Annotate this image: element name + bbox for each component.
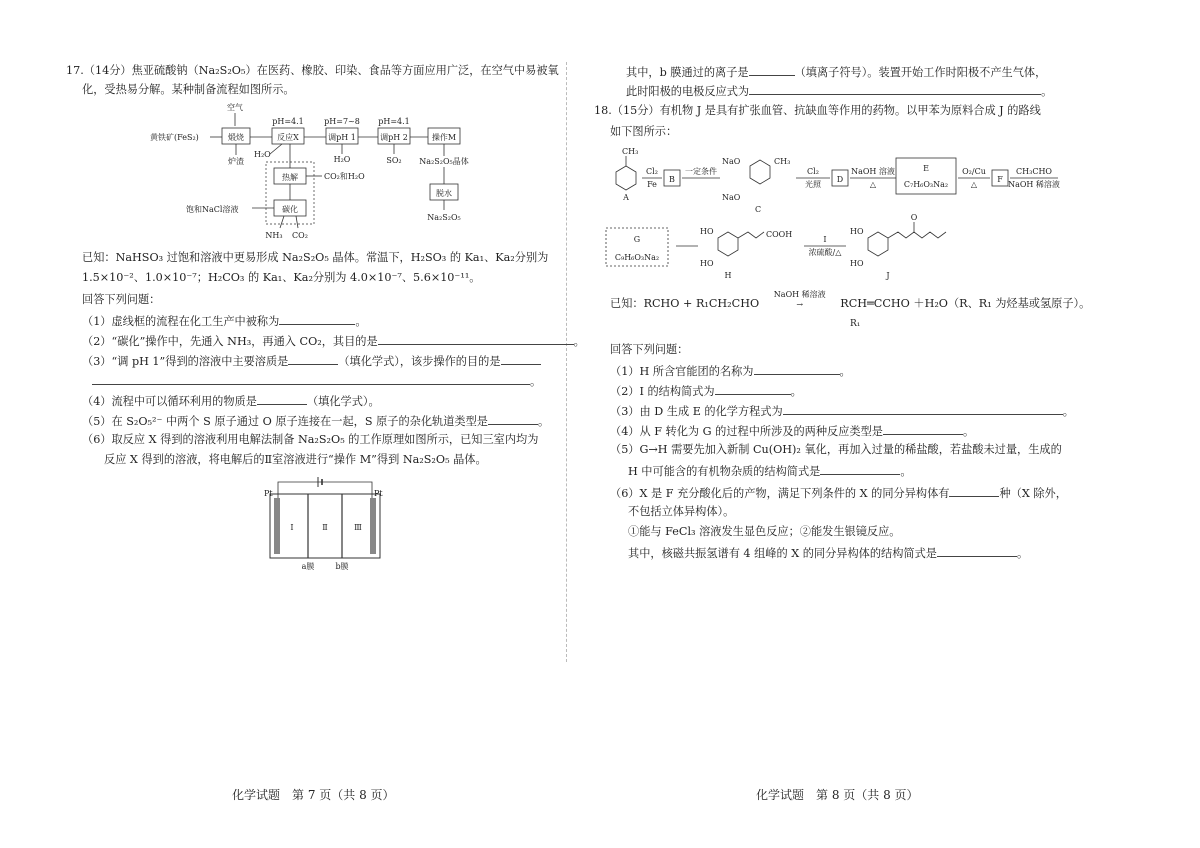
q17-p3b-text: （填化学式），该步操作的目的是 xyxy=(338,355,501,368)
q17-p6b: 反应 X 得到的溶液，将电解后的Ⅱ室溶液进行“操作 M”得到 Na₂S₂O₅ 晶体。 xyxy=(104,453,487,466)
flow-h2o-in: H₂O xyxy=(254,150,271,159)
pt-electrode-left xyxy=(274,498,280,554)
j-ring xyxy=(868,232,888,256)
route-ho1: HO xyxy=(700,227,714,236)
production-flowchart xyxy=(150,100,480,250)
q18-p6a xyxy=(610,484,1067,502)
cell-room2: Ⅱ xyxy=(322,523,328,532)
c-ring xyxy=(750,160,770,184)
route-j: J xyxy=(886,271,890,280)
h-ring xyxy=(718,232,738,256)
flow-crystal: Na₂S₂O₅晶体 xyxy=(419,157,469,166)
route-ch3cho: CH₃CHO xyxy=(1016,167,1052,176)
q17-p6a: （6）取反应 X 得到的溶液利用电解法制备 Na₂S₂O₅ 的工作原理如图所示，已知三室内均为 xyxy=(82,433,539,446)
route-h: H xyxy=(724,271,732,280)
route-f: F xyxy=(997,175,1003,184)
flow-nh3: NH₃ xyxy=(265,231,283,240)
q18-p6-blank1[interactable] xyxy=(949,484,999,497)
flow-pyro: 热解 xyxy=(282,173,298,182)
q17-p3-blank2[interactable] xyxy=(501,352,541,365)
cell-room3: Ⅲ xyxy=(354,523,362,532)
flow-carb: 碳化 xyxy=(282,205,298,214)
synthesis-route-diagram xyxy=(600,142,1070,282)
q18-p1: （1）H 所含官能团的名称为 。 xyxy=(610,362,851,380)
q18-p6d-text: 其中，核磁共振氢谱有 4 组峰的 X 的同分异构体的结构简式是 xyxy=(628,547,937,560)
q17-p2-blank[interactable] xyxy=(378,332,574,345)
flow-air: 空气 xyxy=(227,103,243,112)
page-7 xyxy=(0,0,585,848)
q17-p3-cont: 。 xyxy=(92,372,541,390)
q17-p1-text: （1）虚线框的流程在化工生产中被称为 xyxy=(82,315,280,328)
q17-p4-text: （4）流程中可以循环利用的物质是 xyxy=(82,395,257,408)
flow-react-x: 反应X xyxy=(277,133,299,142)
route-cooh: COOH xyxy=(766,230,793,239)
flow-so2: SO₂ xyxy=(386,156,402,165)
q17-cont-l2: 此时阳极的电极反应式为 。 xyxy=(626,82,1052,100)
q17-p5-text: （5）在 S₂O₅²⁻ 中两个 S 原子通过 O 原子连接在一起，S 原子的杂化轨道类型是 xyxy=(82,415,488,428)
q18-known-text: 已知：RCHO + R₁CH₂CHO xyxy=(610,297,760,310)
q17-p3-text: （3）“调 pH 1”得到的溶液中主要溶质是 xyxy=(82,355,289,368)
toluene-ring xyxy=(616,166,636,190)
route-ch3: CH₃ xyxy=(774,157,791,166)
q18-answer-prompt: 回答下列问题： xyxy=(610,343,689,356)
q18-p5-blank[interactable] xyxy=(820,462,900,475)
electrolysis-cell-diagram xyxy=(262,476,392,576)
route-a: A xyxy=(623,193,629,202)
q17-cont-blank2[interactable] xyxy=(749,82,1041,95)
q18-p2-text: （2）I 的结构简式为 xyxy=(610,385,715,398)
route-ho2: HO xyxy=(700,259,714,268)
q17-known2: 1.5×10⁻²、1.0×10⁻⁷；H₂CO₃ 的 Ka₁、Ka₂分别为 4.0×10⁻⁷、5.6×10⁻¹¹。 xyxy=(82,271,481,284)
flow-ore: 黄铁矿(FeS₂) xyxy=(150,133,199,142)
route-b: B xyxy=(669,175,675,184)
q18-p6-blank2[interactable] xyxy=(937,544,1017,557)
q18-p4: （4）从 F 转化为 G 的过程中所涉及的两种反应类型是 。 xyxy=(610,422,974,440)
route-cl2b: Cl₂ xyxy=(807,167,819,176)
flow-ph2: pH=7~8 xyxy=(324,117,360,126)
q17-p1: （1）虚线框的流程在化工生产中被称为 。 xyxy=(82,312,367,330)
q17-p3-blank1[interactable] xyxy=(288,352,338,365)
q17-p1-blank[interactable] xyxy=(279,312,355,325)
q17-p5-blank[interactable] xyxy=(488,412,538,425)
route-cond: 一定条件 xyxy=(685,167,717,176)
q18-p3-blank[interactable] xyxy=(783,402,1063,415)
q17-p5: （5）在 S₂O₅²⁻ 中两个 S 原子通过 O 原子连接在一起，S 原子的杂化轨道类型是 。 xyxy=(82,412,549,430)
route-d: D xyxy=(836,175,844,184)
q17-cont-l1b-text: （填离子符号）。装置开始工作时阳极不产生气体， xyxy=(794,66,1047,79)
q17-header-cont: 化，受热易分解。某种制备流程如图所示。 xyxy=(82,83,295,96)
q18-p4-text: （4）从 F 转化为 G 的过程中所涉及的两种反应类型是 xyxy=(610,425,883,438)
pt-electrode-right xyxy=(370,498,376,554)
q17-p2-text: （2）“碳化”操作中，先通入 NH₃，再通入 CO₂，其目的是 xyxy=(82,335,378,348)
route-c: C xyxy=(754,205,762,214)
q17-p4b-text: （填化学式）。 xyxy=(306,395,380,408)
cell-room1: Ⅰ xyxy=(290,523,294,532)
q18-p2: （2）I 的结构简式为 。 xyxy=(610,382,802,400)
q18-p2-blank[interactable] xyxy=(715,382,791,395)
page8-footer: 化学试题 第 8 页（共 8 页） xyxy=(756,788,919,802)
q18-p6b: 不包括立体异构体）。 xyxy=(628,505,735,518)
route-fe: Fe xyxy=(647,180,657,189)
route-ch3-top: CH₃ xyxy=(622,147,639,156)
route-ho4: HO xyxy=(850,259,864,268)
q17-cont-blank1[interactable] xyxy=(749,63,795,76)
route-acid: 浓硫酸/△ xyxy=(808,248,842,257)
q17-p3 xyxy=(82,352,541,370)
page-8 xyxy=(590,0,1200,848)
q18-p3-text: （3）由 D 生成 E 的化学方程式为 xyxy=(610,405,783,418)
q18-header: 18.（15分）有机物 J 是具有扩张血管、抗缺血等作用的药物。以甲苯为原料合成 J 的路线 xyxy=(594,104,1041,117)
route-e: E xyxy=(923,164,929,173)
cell-pt-right: Pt xyxy=(374,489,383,498)
q17-p4-blank[interactable] xyxy=(257,392,307,405)
q18-p5a: （5）G→H 需要先加入新制 Cu(OH)₂ 氧化，再加入过量的稀盐酸，若盐酸未过量，生成的 xyxy=(610,443,1062,456)
route-g-formula: C₉H₆O₃Na₂ xyxy=(614,253,660,262)
q18-p3: （3）由 D 生成 E 的化学方程式为 。 xyxy=(610,402,1074,420)
flow-dehyd: 脱水 xyxy=(436,189,452,198)
q17-answer-prompt: 回答下列问题： xyxy=(82,293,161,306)
page7-footer: 化学试题 第 7 页（共 8 页） xyxy=(232,788,395,802)
q17-header: 17.（14分）焦亚硫酸钠（Na₂S₂O₅）在医药、橡胶、印染、食品等方面应用广泛，在空气中易被氧 xyxy=(66,64,559,77)
route-g: G xyxy=(633,235,641,244)
q18-p4-blank[interactable] xyxy=(883,422,963,435)
q17-p2: （2）“碳化”操作中，先通入 NH₃，再通入 CO₂，其目的是 。 xyxy=(82,332,585,350)
route-light: 光照 xyxy=(805,180,821,189)
route-o: O xyxy=(910,213,918,222)
q17-cont-l2-text: 此时阳极的电极反应式为 xyxy=(626,85,750,98)
q18-p5b-text: H 中可能含的有机物杂质的结构简式是 xyxy=(628,465,821,478)
flow-co2-h2o: CO₂和H₂O xyxy=(324,172,365,181)
route-nao1: NaO xyxy=(722,157,741,166)
q18-p1-text: （1）H 所含官能团的名称为 xyxy=(610,365,754,378)
q18-p1-blank[interactable] xyxy=(754,362,840,375)
flow-op-m: 操作M xyxy=(431,133,457,142)
route-delta1: △ xyxy=(869,180,877,189)
flow-product: Na₂S₂O₅ xyxy=(427,213,461,222)
route-e-formula: C₇H₆O₃Na₂ xyxy=(903,180,949,189)
route-delta2: △ xyxy=(970,180,978,189)
route-nao2: NaO xyxy=(722,193,741,202)
flow-adj1: 调pH 1 xyxy=(328,133,356,142)
cell-mem-a: a膜 xyxy=(301,562,315,571)
q18-p6a-text: （6）X 是 F 充分酸化后的产物，满足下列条件的 X 的同分异构体有 xyxy=(610,487,950,500)
q18-p6c: ①能与 FeCl₃ 溶液发生显色反应；②能发生银镜反应。 xyxy=(628,525,901,538)
route-naoh1: NaOH 溶液 xyxy=(851,167,895,176)
flow-co2: CO₂ xyxy=(292,231,308,240)
q17-known1: 已知：NaHSO₃ 过饱和溶液中更易形成 Na₂S₂O₅ 晶体。常温下，H₂SO₃ 的 Ka₁、Ka₂分别为 xyxy=(82,251,549,264)
flow-roast: 煅烧 xyxy=(228,133,244,142)
flow-h2o-out: H₂O xyxy=(333,155,351,164)
route-i: I xyxy=(823,235,827,244)
flow-adj2: 调pH 2 xyxy=(380,133,408,142)
q18-header-cont: 如下图所示： xyxy=(610,125,678,138)
q18-known-arrow: NaOH 稀溶液 → xyxy=(763,297,837,313)
q18-known-cond: NaOH 稀溶液 xyxy=(773,290,826,299)
route-cl2: Cl₂ xyxy=(646,167,658,176)
flow-brine: 饱和NaCl溶液 xyxy=(186,205,239,214)
route-naoh2: NaOH 稀溶液 xyxy=(1008,180,1060,189)
flow-ph1: pH=4.1 xyxy=(272,117,304,126)
q18-known xyxy=(610,290,1091,313)
flow-slag: 炉渣 xyxy=(228,157,244,166)
flow-ph3: pH=4.1 xyxy=(378,117,410,126)
q17-p4 xyxy=(82,392,380,410)
q18-p6a2-text: 种（X 除外， xyxy=(999,487,1067,500)
cell-pt-left: Pt xyxy=(264,489,273,498)
q17-cont-l1-text: 其中，b 膜通过的离子是 xyxy=(626,66,749,79)
cell-mem-b: b膜 xyxy=(335,562,349,571)
q18-known-prod: RCH═CCHO ＋H₂O（R、R₁ 为烃基或氢原子）。 xyxy=(840,297,1091,310)
q18-known-r1: R₁ xyxy=(850,319,861,329)
route-o2cu: O₂/Cu xyxy=(962,167,986,176)
q18-p6d: 其中，核磁共振氢谱有 4 组峰的 X 的同分异构体的结构简式是 。 xyxy=(628,544,1028,562)
route-ho3: HO xyxy=(850,227,864,236)
q17-p3-blank3[interactable] xyxy=(92,372,530,385)
q18-p5b: H 中可能含的有机物杂质的结构简式是 。 xyxy=(628,462,912,480)
q17-cont-l1 xyxy=(626,63,1046,81)
